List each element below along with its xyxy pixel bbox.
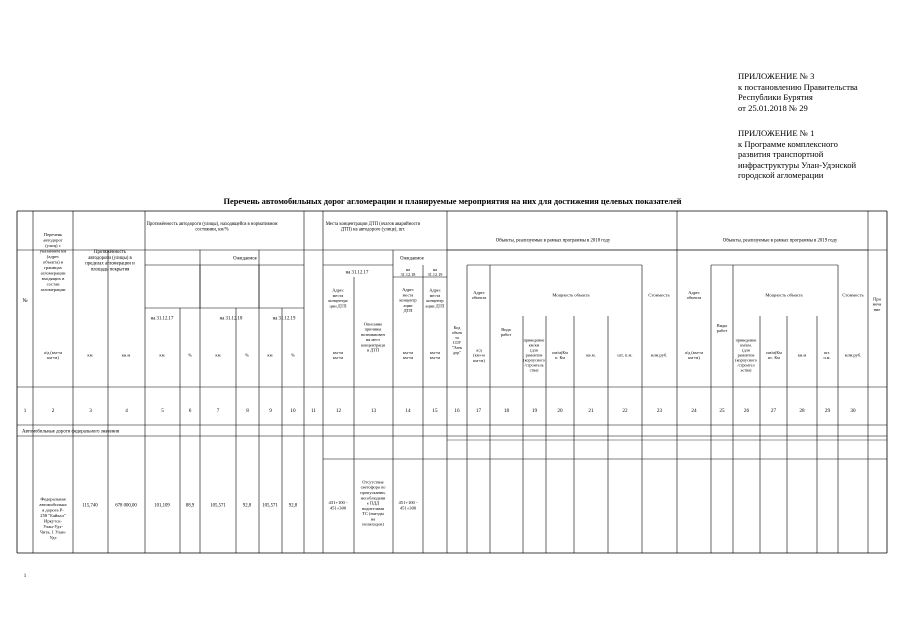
cell-text: млн.руб. (650, 352, 668, 358)
header-num: № (22, 297, 28, 304)
header-date: на 31.12.17 (150, 316, 174, 322)
cell-text: пм/м(Км ис. Км (766, 349, 782, 360)
appendix-bottom-line: городской агломерации (738, 170, 824, 181)
header-cost: Стоимость (842, 292, 864, 298)
row-value: 88,9 (185, 503, 195, 509)
column-number: 6 (188, 407, 192, 414)
cell-text: кв.м. (586, 352, 596, 358)
cell-text: км+м км+м (332, 349, 344, 361)
row-value: 105,571 (262, 503, 278, 509)
column-number: 13 (370, 407, 377, 414)
header-work-type: Виды работ (716, 322, 728, 334)
column-number: 16 (454, 407, 460, 414)
header-dtp-address: Адрес места концентра ции ДТП (328, 287, 348, 309)
cell-text: млн.руб. (844, 352, 862, 358)
header-expected: Ожидаемое (233, 256, 257, 262)
cell-text: а/д (км+м км+м) (43, 349, 63, 361)
column-number: 28 (799, 407, 805, 414)
appendix-top-line: ПРИЛОЖЕНИЕ № 3 (738, 71, 815, 81)
column-number: 20 (557, 407, 563, 414)
column-number: 5 (161, 407, 164, 414)
section-label: Автомобильные дороги федерального значения (22, 429, 120, 435)
header-dtp-causes: Описание причины возникновен ия мест концентраци и ДТП (361, 321, 385, 353)
column-number: 3 (89, 407, 92, 414)
row-value: 431+100 -451+300 (328, 499, 348, 511)
header-objects-2018: Объекты, реализуемые в рамках программы в 2018 году (495, 238, 611, 244)
column-number: 29 (824, 407, 831, 414)
cell-text: % (188, 352, 192, 358)
column-number: 30 (850, 407, 856, 414)
cell-text: % (245, 352, 249, 358)
appendix-top-line: Республики Бурятия (738, 92, 813, 103)
column-number: 18 (503, 407, 510, 414)
column-number: 4 (125, 407, 128, 414)
row-value: 115,740 (82, 503, 98, 509)
column-number: 26 (743, 407, 750, 414)
appendix-bottom-line: к Программе комплексного (738, 138, 838, 149)
column-number: 23 (656, 407, 663, 414)
appendix-bottom-line: ПРИЛОЖЕНИЕ № 1 (738, 128, 815, 138)
header-power: Мощность объекта (765, 292, 803, 298)
header-length-norm: Протяжённость автодороги (улицы), находящейся в нормативном состоянии, км/% (146, 221, 278, 233)
header-date: на 31.12.19 (427, 266, 443, 277)
header-date: на 31.12.18 (400, 266, 416, 277)
row-value: 92,8 (242, 503, 252, 509)
header-dtp-address: Адрес места концентр ации ДТП (399, 286, 417, 314)
column-number: 7 (216, 407, 220, 414)
row-value: 105,571 (210, 503, 226, 509)
header-object-address: Адрес объекта (686, 289, 702, 301)
column-number: 2 (51, 407, 55, 414)
cell-text: кв.м (121, 352, 131, 358)
header-kod: Код объек та СОУ "Элек дор" (451, 324, 463, 356)
document-title: Перечень автомобильных дорог агломерации и планируемые мероприятия на них для достижения целевых показателей (223, 197, 682, 206)
column-number: 8 (246, 407, 249, 414)
header-length: Протяжённость автодороги (улицы) в пределах агломерации и площадь покрытия (85, 250, 135, 273)
cell-text: приведение км/км. (для ремонтов (корпусного /строител ьства) (735, 337, 757, 373)
header-object-address: Адрес объекта (471, 289, 487, 301)
column-number: 21 (588, 407, 594, 414)
header-power: Мощность объекта (552, 292, 590, 298)
header-cost: Стоимость (648, 292, 670, 298)
cell-text: а/д (км+м км+м) (684, 349, 704, 361)
row-road-name: Федеральная автомобильна я дорога Р-258 "Байкал" Иркутск-Улан-Удэ-Чита, 1 Улан-Удэ (39, 496, 67, 540)
column-number: 25 (719, 407, 725, 414)
header-expected: Ожидаемое (400, 256, 424, 262)
column-number: 12 (335, 407, 342, 414)
row-value: 101,109 (154, 503, 170, 509)
cell-text: приведение км/км (для ремонтов (корпусного /строитель ства) (523, 337, 545, 373)
cell-text: шт, п.м. (617, 352, 633, 358)
header-date: на 31.12.18 (219, 316, 243, 322)
cell-text: км (159, 352, 165, 358)
column-number: 27 (770, 407, 777, 414)
column-number: 19 (531, 407, 538, 414)
appendix-bottom-line: инфраструктуры Улан-Удэнской (738, 159, 857, 170)
column-number: 14 (405, 407, 411, 414)
cell-text: км (215, 352, 221, 358)
column-number: 10 (290, 407, 296, 414)
row-value: 451+100 -451+300 (398, 499, 418, 511)
header-work-type: Вида работ (500, 326, 512, 338)
appendix-top-line: к постановлению Правительства (738, 81, 858, 92)
header-dtp-places: Места концентрации ДТП (очагов аварийности ДТП) на автодороге (улице), шт. (325, 221, 421, 233)
column-number: 22 (622, 407, 628, 414)
appendix-bottom-line: развития транспортной (738, 149, 824, 160)
header-dtp-address: Адрес места концентр ации ДТП (425, 287, 445, 309)
cell-text: км+м км+м (402, 349, 414, 361)
row-value: 92,8 (288, 503, 298, 509)
cell-text: км+м км+м (429, 349, 441, 361)
row-number: 1 (23, 573, 27, 579)
cell-text: а/д (км+м км+м) (473, 347, 485, 363)
header-date: на 31.12.19 (272, 316, 296, 322)
cell-text: % (291, 352, 295, 358)
column-number: 24 (691, 407, 697, 414)
column-number: 17 (475, 407, 482, 414)
column-number: 11 (311, 407, 316, 414)
header-date: на 31.12.17 (345, 270, 369, 276)
cell-text: шт. п.м. (823, 349, 831, 360)
cell-text: кв.м (797, 352, 807, 358)
cell-text: км (87, 352, 93, 358)
header-note: При меча ние (872, 296, 882, 312)
cell-text: км (267, 352, 273, 358)
header-objects-2019: Объекты, реализуемые в рамках программы в 2019 году (722, 238, 838, 244)
row-value: 678 000,00 (115, 503, 137, 509)
column-number: 1 (23, 407, 27, 414)
column-number: 15 (432, 407, 438, 414)
appendix-top-line: от 25.01.2018 № 29 (738, 102, 808, 113)
row-value: Отсутствие светофора по пропускании, несоблюдени е ПДД водителями ТС (наезды на пешеходов) (360, 479, 386, 527)
column-number: 9 (269, 407, 272, 414)
header-road-list: Перечень автодорог (улиц) с указанием км (адрес объекта) в границах агломерации входящих в состав агломерации (39, 232, 67, 293)
cell-text: пм/м(Км п. Км (552, 349, 568, 360)
